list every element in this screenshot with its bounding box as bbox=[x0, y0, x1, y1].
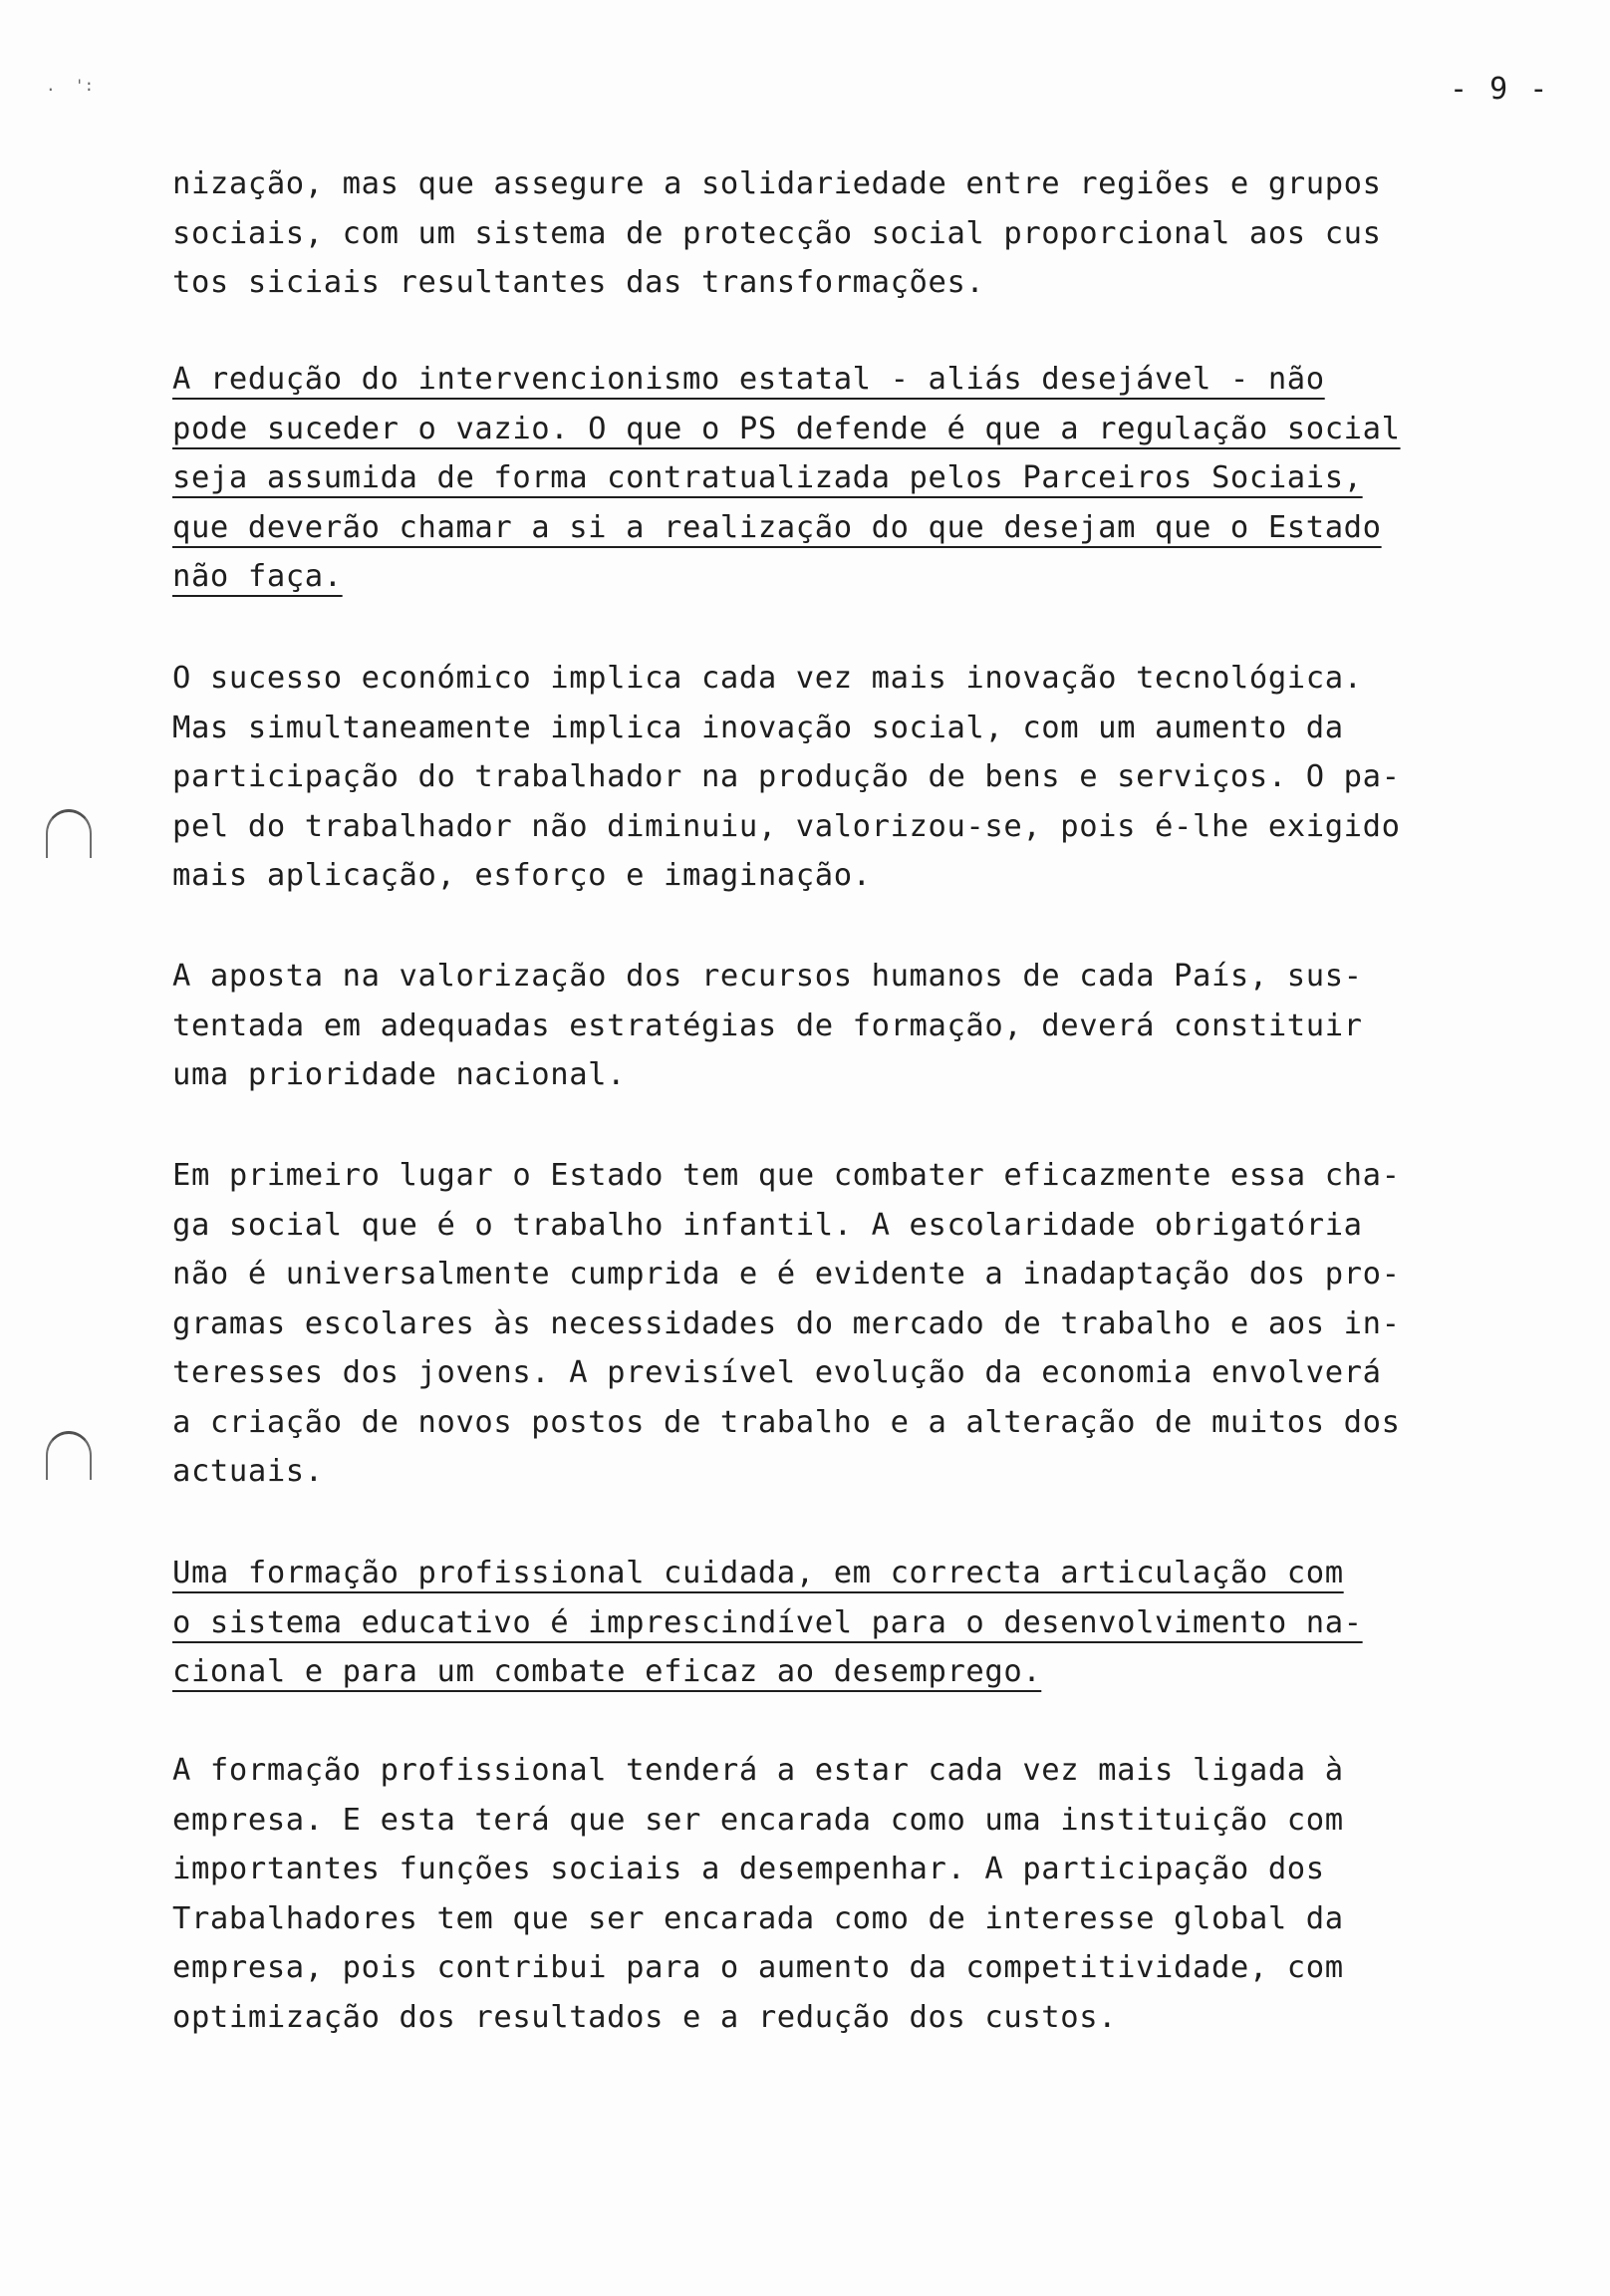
punch-hole-mark bbox=[46, 1431, 92, 1480]
punch-hole-mark bbox=[46, 809, 92, 858]
text-line: tentada em adequadas estratégias de formação, deverá constituir bbox=[172, 1007, 1363, 1043]
underlined-text-line: A redução do intervencionismo estatal - aliás desejável - não bbox=[172, 362, 1325, 397]
text-line: optimização dos resultados e a redução dos custos. bbox=[172, 1999, 1118, 2035]
underlined-text-line: que deverão chamar a si a realização do que desejam que o Estado bbox=[172, 509, 1382, 545]
underlined-text-line: pode suceder o vazio. O que o PS defende é que a regulação social bbox=[172, 411, 1401, 446]
text-line: teresses dos jovens. A previsível evolução da economia envolverá bbox=[172, 1355, 1382, 1390]
paragraph-social-solidarity bbox=[172, 159, 1474, 308]
text-line: ga social que é o trabalho infantil. A escolaridade obrigatória bbox=[172, 1207, 1363, 1243]
underlined-text-line: seja assumida de forma contratualizada pelos Parceiros Sociais, bbox=[172, 460, 1363, 495]
paragraph-professional-training-underlined bbox=[172, 1549, 1474, 1697]
text-line: sociais, com um sistema de protecção social proporcional aos cus bbox=[172, 215, 1382, 251]
text-line: Em primeiro lugar o Estado tem que combater eficazmente essa cha- bbox=[172, 1158, 1401, 1193]
text-line: uma prioridade nacional. bbox=[172, 1057, 627, 1092]
page-number: - 9 - bbox=[1450, 72, 1550, 107]
text-line: Trabalhadores tem que ser encarada como de interesse global da bbox=[172, 1900, 1344, 1936]
paragraph-human-resources bbox=[172, 952, 1474, 1100]
text-line: empresa. E esta terá que ser encarada como uma instituição com bbox=[172, 1802, 1344, 1838]
text-line: empresa, pois contribui para o aumento da competitividade, com bbox=[172, 1950, 1344, 1985]
underlined-text-line: o sistema educativo é imprescindível para o desenvolvimento na- bbox=[172, 1604, 1363, 1640]
paragraph-child-labour bbox=[172, 1151, 1474, 1497]
text-line: A aposta na valorização dos recursos humanos de cada País, sus- bbox=[172, 959, 1363, 994]
underlined-text-line: Uma formação profissional cuidada, em correcta articulação com bbox=[172, 1556, 1344, 1590]
text-line: A formação profissional tenderá a estar cada vez mais ligada à bbox=[172, 1753, 1344, 1788]
text-line: nização, mas que assegure a solidariedade entre regiões e grupos bbox=[172, 166, 1382, 201]
text-line: importantes funções sociais a desempenhar. A participação dos bbox=[172, 1852, 1325, 1886]
paragraph-economic-success bbox=[172, 654, 1474, 901]
text-line: O sucesso económico implica cada vez mais inovação tecnológica. bbox=[172, 661, 1363, 696]
text-line: pel do trabalhador não diminuiu, valorizou-se, pois é-lhe exigido bbox=[172, 808, 1401, 844]
text-line: participação do trabalhador na produção de bens e serviços. O pa- bbox=[172, 759, 1401, 794]
text-line: mais aplicação, esforço e imaginação. bbox=[172, 858, 872, 893]
text-line: actuais. bbox=[172, 1454, 324, 1489]
text-line: gramas escolares às necessidades do mercado de trabalho e aos in- bbox=[172, 1305, 1401, 1341]
underlined-text-line: cional e para um combate eficaz ao desemprego. bbox=[172, 1654, 1042, 1689]
paragraph-company-training bbox=[172, 1746, 1474, 2042]
underlined-text-line: não faça. bbox=[172, 559, 343, 594]
text-line: a criação de novos postos de trabalho e a alteração de muitos dos bbox=[172, 1404, 1401, 1440]
text-line: Mas simultaneamente implica inovação social, com um aumento da bbox=[172, 710, 1344, 745]
paragraph-state-intervention-underlined bbox=[172, 355, 1474, 602]
text-line: tos siciais resultantes das transformações. bbox=[172, 265, 985, 300]
text-line: não é universalmente cumprida e é evidente a inadaptação dos pro- bbox=[172, 1257, 1401, 1292]
scan-specks: . ': bbox=[46, 76, 95, 95]
